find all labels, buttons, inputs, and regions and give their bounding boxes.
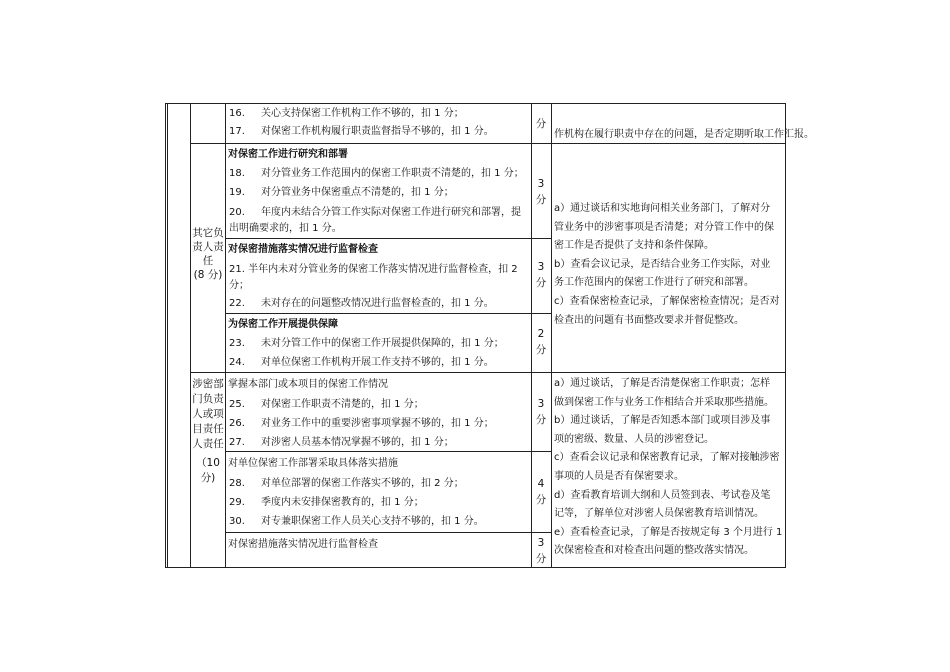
table-left-border (165, 103, 166, 568)
list-item: 18. 对分管业务工作范围内的保密工作职责不清楚的，扣 1 分； (229, 168, 524, 179)
list-item: 20. 年度内未结合分管工作实际对保密工作进行研究和部署，提 (229, 207, 521, 218)
score-cell: 3 分 (535, 398, 547, 426)
score-cell: 3 分 (535, 178, 547, 206)
col-divider-3 (531, 103, 532, 568)
section-title: 涉密部 门负责 人或项 目责任 人责任 （10 分) (192, 378, 224, 484)
table-top-border (165, 103, 786, 104)
check-method-text: 作机构在履行职责中存在的问题，是否定期听取工作汇报。 (554, 129, 814, 140)
table-left-border-inner (167, 103, 168, 568)
group-heading: 对保密措施落实情况进行监督检查 (228, 539, 378, 550)
sub-divider-d (225, 532, 552, 533)
sub-divider-b (225, 313, 552, 314)
list-item: 26. 对业务工作中的重要涉密事项掌握不够的，扣 1 分； (229, 418, 494, 429)
group-heading: 为保密工作开展提供保障 (228, 319, 338, 330)
list-item: 30. 对专兼职保密工作人员关心支持不够的，扣 1 分。 (229, 516, 484, 527)
sub-divider-c (225, 451, 552, 452)
list-item: 23. 未对分管工作中的保密工作开展提供保障的，扣 1 分； (229, 338, 504, 349)
group-heading: 对保密措施落实情况进行监督检查 (228, 244, 378, 255)
check-method-text: a）通过谈话和实地询问相关业务部门，了解对分 管业务中的涉密事项是否清楚；对分管工作中的保 密工作是否提供了支持和条件保障。 b）查看会议记录，是否结合业务工作实际，对业 务工作范围内的保密工作进行了研究和部署。 c）查看保密检查记录，了解保密检查情况；是否对 检查出的问题有书面整改要求并督促整改。 (554, 203, 780, 326)
group-heading: 对单位保密工作部署采取具体落实措施 (228, 458, 398, 469)
list-item: 27. 对涉密人员基本情况掌握不够的，扣 1 分； (229, 437, 454, 448)
col-divider-2 (225, 103, 226, 568)
list-item: 16. 关心支持保密工作机构工作不够的，扣 1 分； (229, 108, 464, 119)
list-item: 29. 季度内未安排保密教育的，扣 1 分； (229, 497, 424, 508)
score-cell: 3 分 (535, 261, 547, 289)
list-item-cont: 分； (229, 280, 249, 291)
list-item: 19. 对分管业务中保密重点不清楚的，扣 1 分； (229, 187, 454, 198)
check-method-text: a）通过谈话，了解是否清楚保密工作职责；怎样 做到保密工作与业务工作相结合并采取那些措施。 b）通过谈话，了解是否知悉本部门或项目涉及事 项的密级、数量、人员的涉密登记。 c）查看会议记录和保密教育记录，了解对接触涉密 事项的人员是否有保密要求。 d）查看教育培训大纲和人员签到表、考试卷及笔 记等，了解单位对涉密人员保密教育培训情况。 e）查看检查记录，了解是否按规定每 3 个月进行 1 次保密检查和对检查出问题的整改落实情况。 (554, 378, 783, 557)
score-cell: 3 分 (535, 537, 547, 565)
col-divider-4 (551, 103, 552, 568)
row-divider-1 (190, 143, 786, 144)
list-item: 24. 对单位保密工作机构开展工作支持不够的，扣 1 分。 (229, 357, 494, 368)
group-heading: 掌握本部门或本项目的保密工作情况 (228, 379, 388, 390)
list-item: 22. 未对存在的问题整改情况进行监督检查的，扣 1 分。 (229, 298, 494, 309)
list-item: 25. 对保密工作职责不清楚的，扣 1 分； (229, 399, 424, 410)
list-item: 28. 对单位部署的保密工作落实不够的，扣 2 分； (229, 478, 464, 489)
table-bottom-border (165, 567, 786, 568)
group-heading: 对保密工作进行研究和部署 (228, 149, 348, 160)
score-cell: 分 (535, 118, 547, 130)
sub-divider-a (225, 238, 552, 239)
col-divider-1 (190, 103, 191, 568)
row-divider-2 (190, 372, 786, 373)
list-item-cont: 出明确要求的，扣 1 分。 (229, 223, 342, 234)
list-item: 17. 对保密工作机构履行职责监督指导不够的，扣 1 分。 (229, 126, 494, 137)
list-item: 21. 半年内未对分管业务的保密工作落实情况进行监督检查，扣 2 (229, 264, 518, 275)
section-title: 其它负 责人责 任 (8 分) (192, 227, 224, 281)
score-cell: 4 分 (535, 478, 547, 506)
score-cell: 2 分 (535, 328, 547, 356)
